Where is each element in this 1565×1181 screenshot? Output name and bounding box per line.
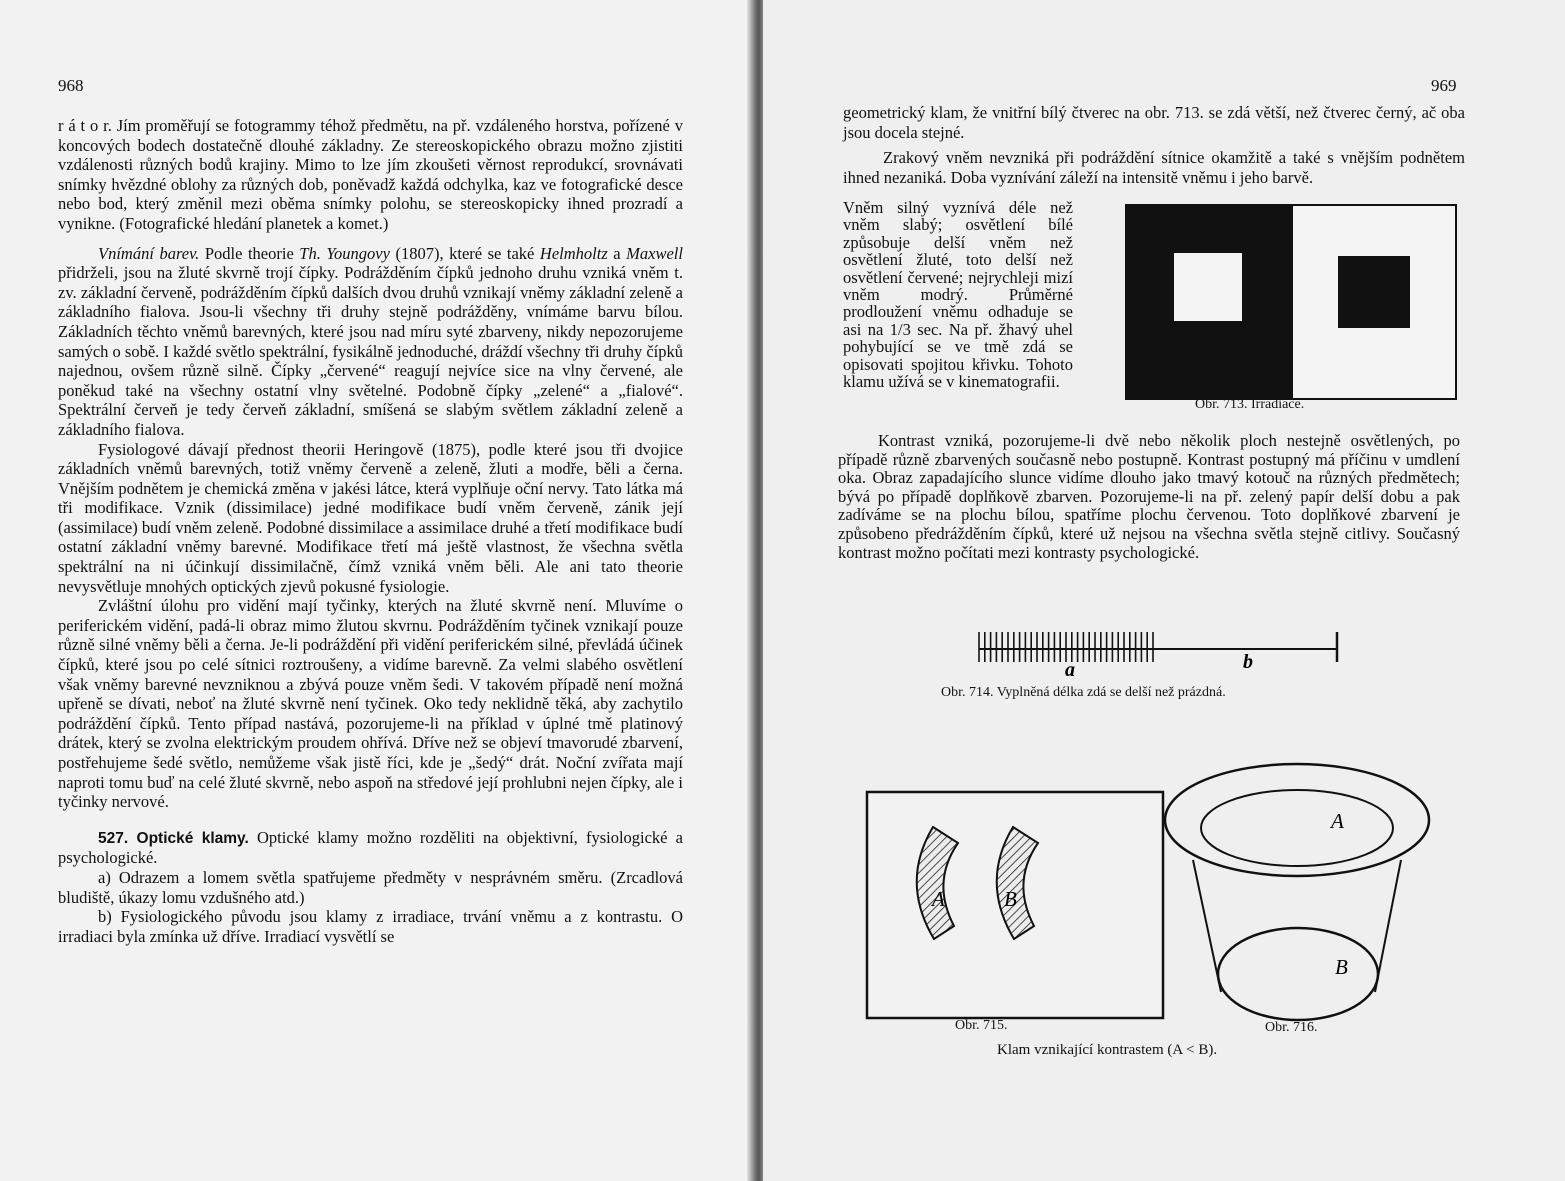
figure-715-contrast	[865, 782, 1165, 1022]
paragraph-hering-theory: Fysiologové dávají přednost theorii Heringově (1875), podle které jsou tři dvojice základních vněmů barevných, totiž vněmy červeně a zeleně, žluti a modře, běli a černa. Vnějším podnětem je chemická změna v jakési látce, která vyplňuje oční nervy. Tato látka má tři modifikace. Vznik (dissimilace) jedné modifikace budí vněm červeně, zánik její (assimilace) budí vněm zeleně. Podobné dissimilace a assimilace druhé a třetí modifikace budí ostatní základní vněmy barevné. Modifikace třetí má ještě vlastnost, že všechna světla spektrální na ni účinkují dissimilačně, čímž vzniká vněm běli. Ale ani tato theorie nevysvětluje mnohých optických zjevů pokusné fysiologie.	[58, 439, 683, 596]
paragraph-color-perception: Vnímání barev. Podle theorie Th. Youngovy (1807), které se také Helmholtz a Maxwell přidrželi, jsou na žluté skvrně trojí čípky. Podrážděním čípků jednoho druhu vzniká vněm t. zv. základní červeně, podrážděním čípků dalších dvou druhů vznikají vněmy základní zeleně a základního fialova. Jsou-li všechny tři druhy stejně podrážděny, vnímáme barvu bílou. Základních těchto vněmů barevných, které jsou nad míru syté zbarveny, nikdy nepozorujeme samých o sobě. I každé světlo spektrální, fysikálně jednoduché, dráždí všechny tři druhy čípků najednou, ovšem různě silně. Čípky „červené“ reagují nejvíce sice na vlny červené, ale poněkud také na všechny ostatní vlny světelné. Podobně čípky „zelené“ a „fialové“. Spektrální červeň je tedy červeň základní, smíšená se slabým světlem základní zeleně a základního fialova.	[58, 243, 683, 439]
fig715-label-b: B	[1004, 887, 1017, 911]
paragraph-afterimage: Zrakový vněm nevzniká při podráždění sítnice okamžitě a také s vnějším podnětem ihned nezaniká. Doba vyznívání záleží na intensitě vněmu i jeho barvě.	[843, 148, 1465, 187]
page-number-right: 969	[1431, 76, 1457, 95]
paragraph-contrast: Kontrast vzniká, pozorujeme-li dvě nebo několik ploch nestejně osvětlených, po případě různě zbarvených současně nebo postupně. Kontrast postupný má příčinu v umdlení oka. Obraz zapadajícího slunce vidíme dlouho jako tmavý kotouč na různých předmětech; bývá po případě doplňkově zbarven. Pozorujeme-li na př. zelený papír delší dobu a pak zadíváme se na plochu bílou, spatříme plochu červenou. Toto doplňkové zbarvení je způsobeno předrážděním čípků, které už nejsou na všechna světla stejně citlivy. Současný kontrast možno počítati mezi kontrasty psychologické.	[838, 431, 1460, 562]
right-page	[763, 0, 1565, 1181]
figure-714-filled-length	[973, 620, 1353, 684]
fig716-outer-rim	[1165, 764, 1429, 876]
fig716-inner-rim	[1201, 790, 1393, 866]
paragraph-optical-illusions: 527. Optické klamy. Optické klamy možno rozděliti na objektivní, fysiologické a psychologické.	[58, 827, 683, 868]
fig714-tick-marks	[979, 632, 1153, 662]
fig714-caption: Obr. 714. Vyplněná délka zdá se delší než prázdná.	[941, 685, 1226, 700]
fig716-caption: Obr. 716.	[1265, 1020, 1318, 1035]
fig716-bottom	[1218, 928, 1378, 1020]
fig714-label-b: b	[1243, 651, 1253, 673]
fig715-label-a: A	[932, 887, 945, 911]
left-text-block	[58, 116, 683, 946]
paragraph-item-b: b) Fysiologického původu jsou klamy z irradiace, trvání vněmu a z kontrastu. O irradiaci byla zmínka už dříve. Irradiací vysvětlí se	[58, 907, 683, 946]
fig713-white-square	[1174, 253, 1242, 321]
section-heading-527: 527. Optické klamy.	[98, 829, 249, 847]
fig713-black-square	[1338, 256, 1410, 328]
fig715-caption: Obr. 715.	[955, 1018, 1008, 1033]
paragraph-irradiation-continued: geometrický klam, že vnitřní bílý čtverec na obr. 713. se zdá větší, než čtverec černý, ač oba jsou docela stejné.	[843, 103, 1465, 142]
left-page	[0, 0, 755, 1181]
right-top-text	[843, 103, 1465, 187]
right-side-text: Vněm silný vyznívá déle než vněm slabý; osvětlení bílé způsobuje delší vněm než osvětlení žluté, toto delší než osvětlení červené; nejrychleji mizí vněm modrý. Průměrné prodloužení vněmu odhaduje se asi na 1/3 sec. Na př. žhavý uhel pohybující se ve tmě zdá se opisovati spojitou křivku. Tohoto klamu užívá se v kinematografii.	[843, 198, 1073, 392]
fig716-left-side	[1193, 860, 1221, 992]
figure-716-contrast	[1161, 762, 1433, 1024]
fig713-caption: Obr. 713. Irradiace.	[1195, 397, 1305, 412]
fig716-label-a: A	[1331, 809, 1344, 833]
page-number-left: 968	[58, 76, 84, 95]
fig715-716-caption: Klam vznikající kontrastem (A < B).	[997, 1042, 1218, 1058]
paragraph-stereocomparator: r á t o r. Jím proměřují se fotogrammy téhož předmětu, na př. vzdáleného horstva, pořízené v koncových bodech dostatečně dlouhé základny. Ze stereoskopického obrazu možno zjistiti vzdálenosti různých bodů krajiny. Mimo to lze jím zkoušeti věrnost reprodukcí, srovnávati snímky hvězdné oblohy za různých dob, poněvadž každá odchylka, kaz ve fotografické desce nebo bod, který změnil mezi oběma snímky polohu, se stereoskopicky ihned prozradí a vynikne. (Fotografické hledání planetek a komet.)	[58, 116, 683, 233]
fig714-label-a: a	[1065, 659, 1075, 681]
section-title-color-perception: Vnímání barev.	[98, 243, 200, 263]
paragraph-item-a: a) Odrazem a lomem světla spatřujeme předměty v nesprávném směru. (Zrcadlová bludiště, úkazy lomu vzdušného atd.)	[58, 867, 683, 907]
figure-713-irradiation	[1125, 204, 1457, 400]
paragraph-rods: Zvláštní úlohu pro vidění mají tyčinky, kterých na žluté skvrně není. Mluvíme o periferickém vidění, padá-li obraz mimo žlutou skvrnu. Podrážděním tyčinek vznikají pouze různě silné vněmy běli a černa. Je-li podráždění při vidění periferickém silné, převládá účinek čípků, které jsou po celé sítnici roztroušeny, a vidíme barevně. Za velmi slabého osvětlení však vněmy barevné nevzniknou a zbývá pouze vněm šedi. V takovém případě není možná upřeně se dívati, neboť na žluté skvrně není tyčinek. Oko tedy neklidně těká, aby zachytilo podráždění čípků. Tento případ nastává, pozorujeme-li na příklad v úplné tmě platinový drátek, který se zvolna elektrickým proudem ohřívá. Dříve než se objeví tmavorudé zbarvení, postřehujeme šedé světlo, nemůžeme však jistě říci, kde je „šedý“ drát. Noční zvířata mají naproti tomu buď na celé žluté skvrně, nebo aspoň na středové její prohlubni nejen čípky, ale i tyčinky nervové.	[58, 596, 683, 812]
fig716-label-b: B	[1335, 955, 1348, 979]
